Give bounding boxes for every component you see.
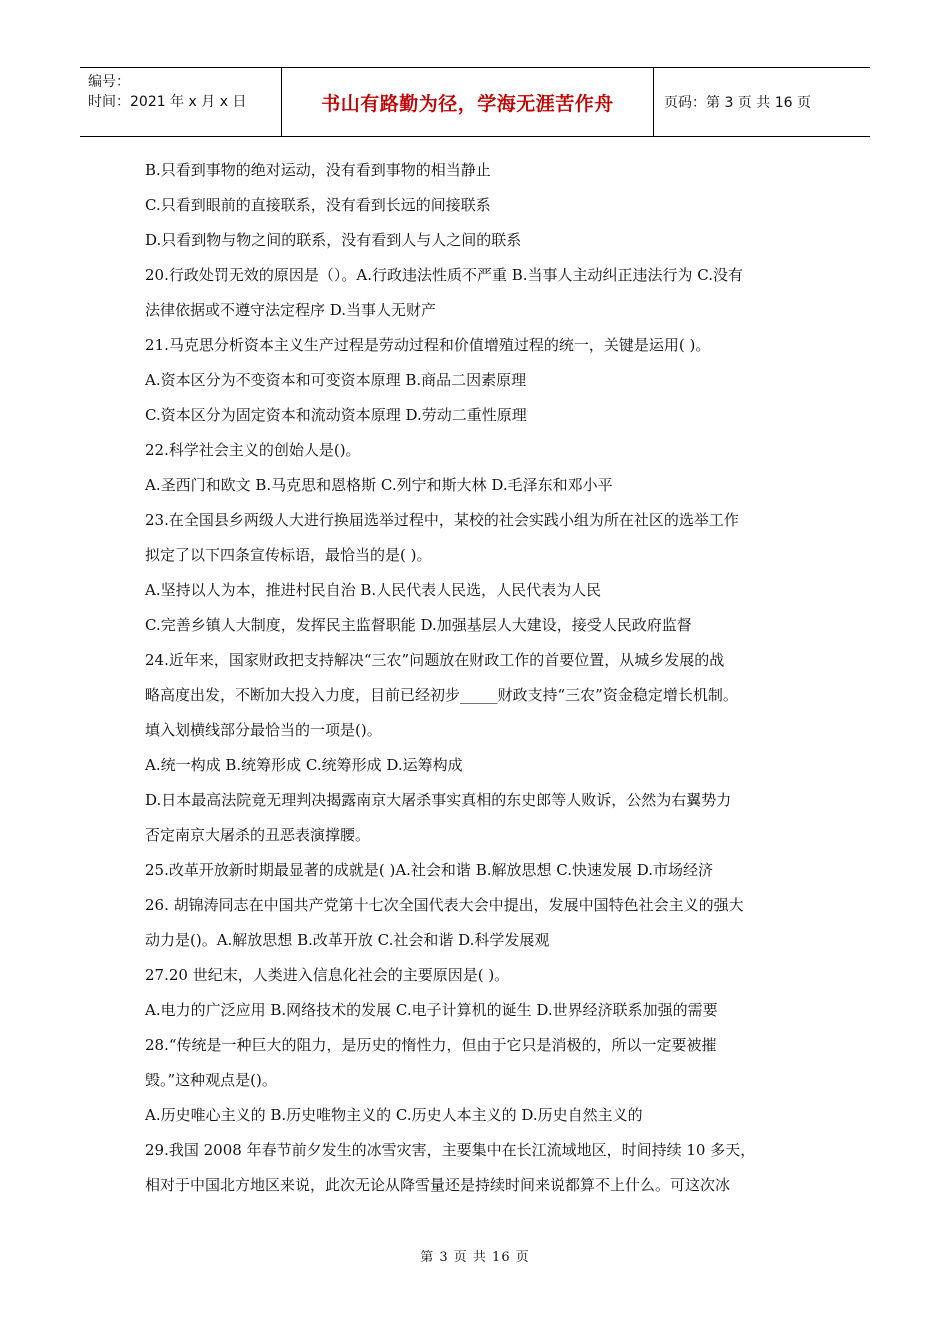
text-line: 25.改革开放新时期最显著的成就是( )A.社会和谐 B.解放思想 C.快速发展 D.市场经济	[145, 861, 713, 879]
text-line: A.资本区分为不变资本和可变资本原理 B.商品二因素原理	[145, 371, 527, 389]
text-line: 20.行政处罚无效的原因是（）。A.行政违法性质不严重 B.当事人主动纠正违法行为 C.没有	[145, 266, 743, 284]
text-line: 22.科学社会主义的创始人是()。	[145, 441, 361, 459]
text-line: C.只看到眼前的直接联系，没有看到长远的间接联系	[145, 196, 491, 214]
text-line: C.完善乡镇人大制度，发挥民主监督职能 D.加强基层人大建设，接受人民政府监督	[145, 616, 692, 634]
text-line: 23.在全国县乡两级人大进行换届选举过程中，某校的社会实践小组为所在社区的选举工作	[145, 511, 739, 529]
text-line: D.日本最高法院竟无理判决揭露南京大屠杀事实真相的东史郎等人败诉，公然为右翼势力	[145, 791, 732, 809]
text-line: 填入划横线部分最恰当的一项是()。	[145, 721, 382, 739]
text-line: A.统一构成 B.统筹形成 C.统筹形成 D.运筹构成	[145, 756, 463, 774]
document-date: 时间：2021 年 x 月 x 日	[88, 94, 247, 110]
text-line: 相对于中国北方地区来说，此次无论从降雪量还是持续时间来说都算不上什么。可这次冰	[145, 1176, 731, 1194]
text-line: A.圣西门和欧文 B.马克思和恩格斯 C.列宁和斯大林 D.毛泽东和邓小平	[145, 476, 613, 494]
text-line: B.只看到事物的绝对运动，没有看到事物的相当静止	[145, 161, 491, 179]
text-line: 28.“传统是一种巨大的阻力，是历史的惰性力，但由于它只是消极的，所以一定要被摧	[145, 1036, 717, 1054]
text-line: 法律依据或不遵守法定程序 D.当事人无财产	[145, 301, 437, 319]
text-line: D.只看到物与物之间的联系，没有看到人与人之间的联系	[145, 231, 522, 249]
page-header	[80, 67, 870, 137]
text-line: 29.我国 2008 年春节前夕发生的冰雪灾害，主要集中在长江流域地区，时间持续 10 多天，	[145, 1141, 756, 1159]
text-line: 否定南京大屠杀的丑恶表演撑腰。	[145, 826, 371, 844]
text-line: 拟定了以下四条宣传标语，最恰当的是( )。	[145, 546, 432, 564]
text-line: 24.近年来，国家财政把支持解决“三农”问题放在财政工作的首要位置，从城乡发展的战	[145, 651, 725, 669]
text-line: 26. 胡锦涛同志在中国共产党第十七次全国代表大会中提出，发展中国特色社会主义的强大	[145, 896, 744, 914]
text-line: A.坚持以人为本，推进村民自治 B.人民代表人民选，人民代表为人民	[145, 581, 602, 599]
header-page-code: 页码：第 3 页 共 16 页	[664, 95, 811, 111]
document-number-label: 编号：	[88, 74, 130, 90]
header-meta	[80, 68, 282, 136]
text-line: 动力是()。A.解放思想 B.改革开放 C.社会和谐 D.科学发展观	[145, 931, 550, 949]
text-line: 21.马克思分析资本主义生产过程是劳动过程和价值增殖过程的统一，关键是运用( )。	[145, 336, 711, 354]
text-line: 略高度出发，不断加大投入力度，目前已经初步_____财政支持“三农”资金稳定增长机制。	[145, 686, 738, 704]
text-line: A.历史唯心主义的 B.历史唯物主义的 C.历史人本主义的 D.历史自然主义的	[145, 1106, 643, 1124]
text-line: 毁。”这种观点是()。	[145, 1071, 277, 1089]
document-body	[145, 153, 815, 1203]
text-line: A.电力的广泛应用 B.网络技术的发展 C.电子计算机的诞生 D.世界经济联系加强的需要	[145, 1001, 718, 1019]
header-motto: 书山有路勤为径，学海无涯苦作舟	[282, 68, 654, 136]
text-line: C.资本区分为固定资本和流动资本原理 D.劳动二重性原理	[145, 406, 527, 424]
text-line: 27.20 世纪末，人类进入信息化社会的主要原因是( )。	[145, 966, 510, 984]
page-footer: 第 3 页 共 16 页	[420, 1250, 530, 1265]
